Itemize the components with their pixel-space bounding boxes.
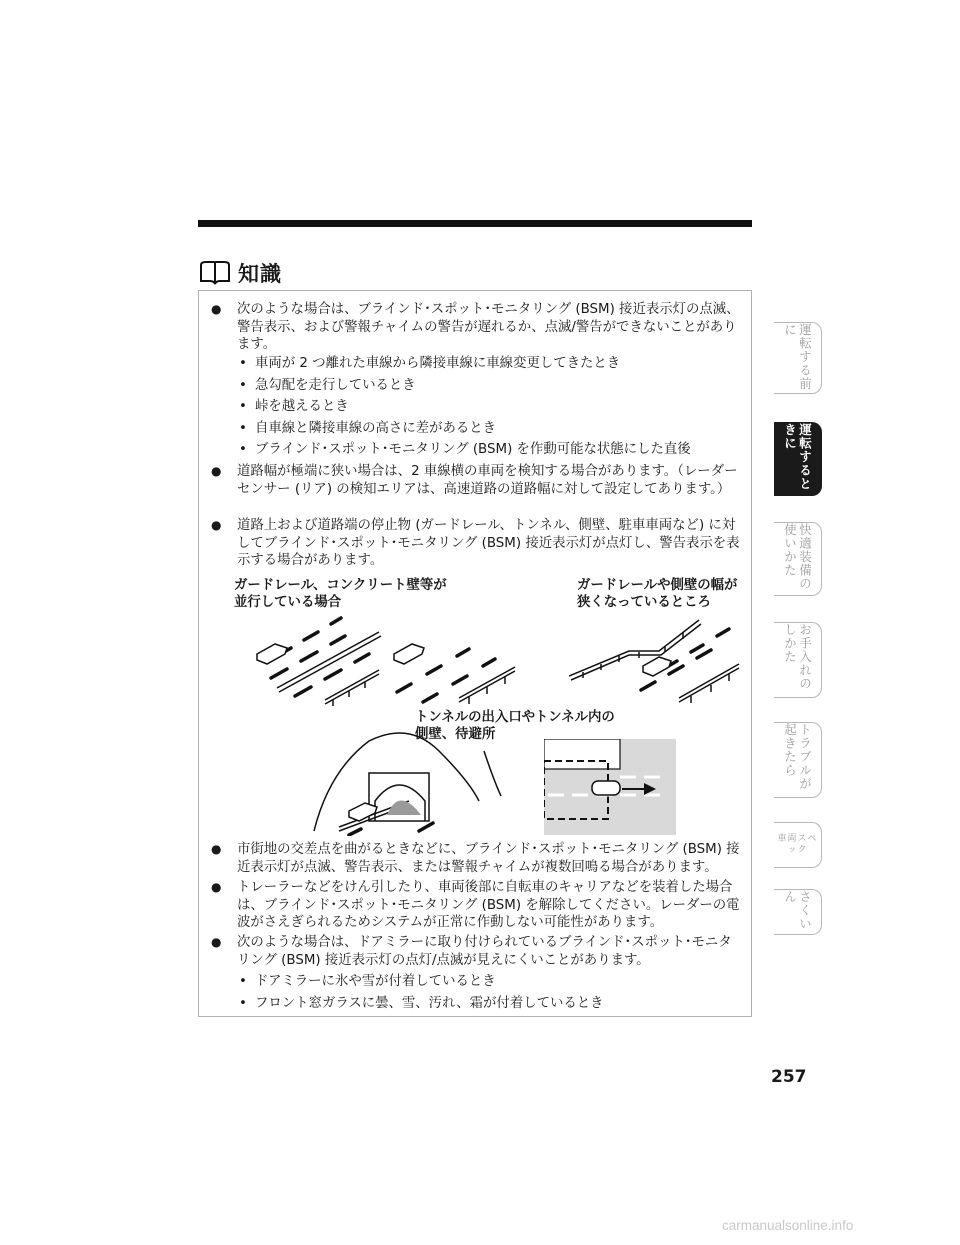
list-item: ● 次のような場合は、ドアミラーに取り付けられているブラインド･スポット･モニタリング (BSM) 接近表示灯の点灯/点滅が見えにくいことがあります。 <box>211 935 732 968</box>
figure-guardrail-road <box>229 616 519 706</box>
figure-narrow-wall-road <box>569 606 749 706</box>
sub-item: • 自車線と隣接車線の高さに差があるとき <box>239 421 497 436</box>
tab-comfort-equipment[interactable]: 快適装備の使いかた <box>774 522 822 596</box>
tab-before-driving[interactable]: 運転する前に <box>774 322 822 394</box>
watermark: carmanualsonline.info <box>722 1218 854 1233</box>
tab-vehicle-specs[interactable]: 車両スペック <box>774 822 822 868</box>
figure-caption-right: ガードレールや側壁の幅が 狭くなっているところ <box>577 578 738 610</box>
tab-troubleshooting[interactable]: トラブルが起きたら <box>774 722 822 798</box>
sub-item: • 車両が 2 つ離れた車線から隣接車線に車線変更してきたとき <box>239 356 621 371</box>
sub-item: • ドアミラーに氷や雪が付着しているとき <box>239 974 496 989</box>
section-title: 知識 <box>238 262 282 286</box>
figure-tunnel <box>309 731 509 836</box>
tab-index[interactable]: さくいん <box>774 889 822 935</box>
page-number: 257 <box>771 1067 807 1087</box>
list-item: ● 道路上および道路端の停止物 (ガードレール、トンネル、側壁、駐車車両など) に対してブラインド･スポット･モニタリング (BSM) 接近表示灯が点灯し、警告表示を表示する場合があります。 <box>211 518 740 568</box>
list-item: ● トレーラーなどをけん引したり、車両後部に自転車のキャリアなどを装着した場合は、ブラインド･スポット･モニタリング (BSM) を解除してください。レーダーの電波がさえぎられるためシステムが正常に作動しない可能性があります。 <box>211 880 740 930</box>
sub-item: • 急勾配を走行しているとき <box>239 378 416 393</box>
sub-item: • 峠を越えるとき <box>239 399 349 414</box>
sub-item: • ブラインド･スポット･モニタリング (BSM) を作動可能な状態にした直後 <box>239 442 691 457</box>
tab-maintenance[interactable]: お手入れのしかた <box>774 622 822 698</box>
tab-while-driving[interactable]: 運転するときに <box>774 422 822 496</box>
figure-top-view-bay <box>544 739 676 835</box>
list-item: ● 次のような場合は、ブラインド･スポット･モニタリング (BSM) 接近表示灯の点滅、警告表示、および警報チャイムの警告が遅れるか、点滅/警告ができないことがあります。 <box>211 302 740 352</box>
top-rule <box>198 220 752 227</box>
sub-item: • フロント窓ガラスに曇、雪、汚れ、霜が付着しているとき <box>239 996 604 1011</box>
knowledge-box <box>198 290 752 1017</box>
list-item: ● 市街地の交差点を曲がるときなどに、ブラインド･スポット･モニタリング (BSM) 接近表示灯が点滅、警告表示、または警報チャイムが複数回鳴る場合があります。 <box>211 842 740 875</box>
list-item: ● 道路幅が極端に狭い場合は、2 車線横の車両を検知する場合があります。（レーダーセンサー (リア) の検知エリアは、高速道路の道路幅に対して設定してあります。） <box>211 464 738 497</box>
book-icon <box>198 259 232 287</box>
figure-caption-left: ガードレール、コンクリート壁等が 並行している場合 <box>234 578 447 610</box>
section-header <box>198 258 282 288</box>
figure-caption-bottom: トンネルの出入口やトンネル内の 側壁、待避所 <box>415 710 615 742</box>
